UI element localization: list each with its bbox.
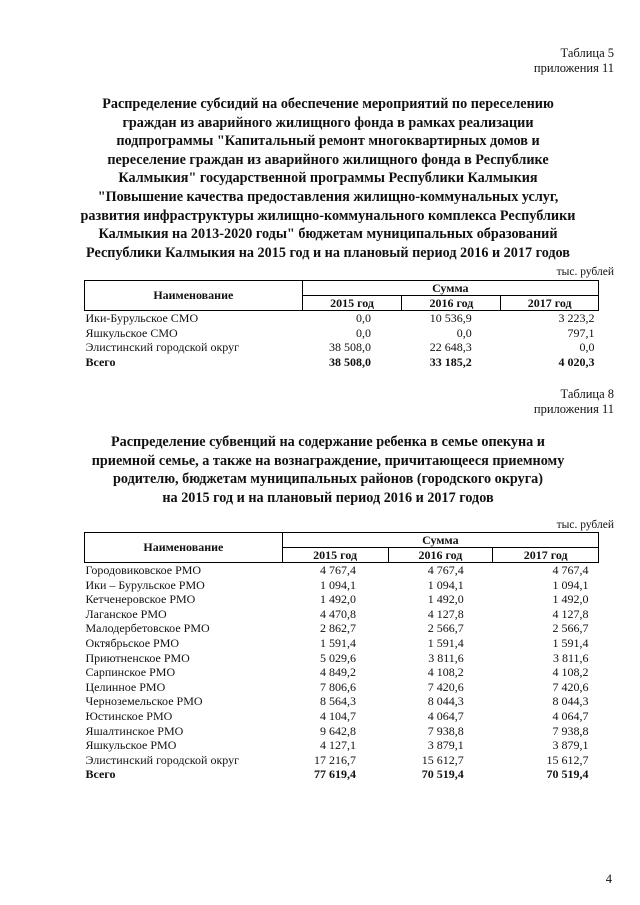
row-value-2015: 0,0 — [355, 325, 371, 340]
row-value-2016: 1 492,0 — [427, 592, 464, 607]
row-value-2016: 2 566,7 — [427, 621, 464, 636]
row-value-2017: 4 020,3 — [558, 354, 595, 369]
row-value-2015: 5 029,6 — [320, 650, 357, 665]
row-value-2015: 2 862,7 — [320, 621, 357, 636]
row-value-2016: 22 648,3 — [429, 340, 472, 355]
table5-header-sum: Сумма — [302, 281, 598, 296]
row-name: Городовиковское РМО — [85, 563, 202, 577]
table5-title — [60, 95, 596, 262]
table5-title-line: граждан из аварийного жилищного фонда в рамках реализации — [122, 114, 534, 131]
row-value-2015: 4 767,4 — [320, 563, 357, 577]
row-value-2015: 38 508,0 — [328, 340, 371, 355]
row-value-2015: 4 127,1 — [320, 738, 357, 753]
table8-header-sum: Сумма — [282, 533, 598, 548]
table-row — [85, 621, 599, 636]
table-row — [85, 592, 599, 607]
row-value-2015: 17 216,7 — [314, 752, 357, 767]
row-name: Ики-Бурульское СМО — [85, 311, 199, 325]
table8-header-year-2017: 2017 год — [493, 548, 599, 563]
row-value-2016: 70 519,4 — [421, 767, 464, 782]
table-row — [85, 311, 599, 326]
table-row — [85, 680, 599, 695]
row-name: Ики – Бурульское РМО — [85, 577, 205, 592]
table-row — [85, 709, 599, 724]
row-name: Приютненское РМО — [85, 650, 190, 665]
row-value-2015: 9 642,8 — [320, 723, 357, 738]
table5-title-line: Калмыкия" государственной программы Республики Калмыкия — [118, 170, 538, 187]
table-row — [85, 578, 599, 593]
table-row — [85, 738, 599, 753]
row-value-2017: 4 767,4 — [552, 563, 589, 577]
row-value-2016: 33 185,2 — [429, 354, 472, 369]
table-row — [85, 651, 599, 666]
row-value-2017: 1 492,0 — [552, 592, 589, 607]
row-value-2016: 7 938,8 — [427, 723, 464, 738]
table8-ref-line2: приложения 11 — [533, 402, 614, 416]
row-name: Яшкульское СМО — [85, 325, 178, 340]
row-value-2015: 0,0 — [355, 311, 371, 325]
table5-header-year-2016: 2016 год — [402, 296, 501, 311]
row-value-2017: 8 044,3 — [552, 694, 589, 709]
row-value-2015: 1 591,4 — [320, 635, 357, 650]
table5-header-year-2017: 2017 год — [501, 296, 599, 311]
row-value-2016: 4 108,2 — [427, 665, 464, 680]
table5-title-line: развития инфраструктуры жилищно-коммунального комплекса Республики — [80, 207, 576, 224]
table5-title-line: переселение граждан из аварийного жилищного фонда в Республике — [107, 151, 549, 168]
row-value-2017: 4 108,2 — [552, 665, 589, 680]
table8-title-line: Распределение субвенций на содержание ребенка в семье опекуна и — [111, 434, 545, 450]
table5-title-line: Калмыкия на 2013-2020 годы" бюджетам муниципальных образований — [98, 226, 558, 243]
table8 — [84, 532, 599, 782]
row-value-2016: 10 536,9 — [429, 311, 472, 325]
table8-title-line: приемной семье, а также на вознаграждение, причитающееся приемному — [91, 452, 565, 469]
table-row — [85, 724, 599, 739]
row-name: Всего — [85, 767, 116, 782]
row-name: Всего — [85, 354, 116, 369]
row-name: Целинное РМО — [85, 679, 166, 694]
row-name: Элистинский городской округ — [85, 340, 240, 355]
table5-unit: тыс. рублей — [556, 266, 614, 278]
row-value-2017: 1 591,4 — [552, 635, 589, 650]
table5-header-name: Наименование — [85, 281, 303, 311]
table5-ref-line2: приложения 11 — [533, 61, 614, 75]
row-value-2017: 3 223,2 — [558, 311, 595, 325]
table8-header-year-2016: 2016 год — [388, 548, 493, 563]
table5-header-year-2015: 2015 год — [302, 296, 402, 311]
row-value-2016: 1 591,4 — [427, 635, 464, 650]
row-value-2016: 4 127,8 — [427, 606, 464, 621]
table8-reference — [534, 387, 614, 417]
row-value-2016: 7 420,6 — [427, 679, 464, 694]
page-number: 4 — [605, 872, 612, 886]
row-value-2016: 0,0 — [456, 325, 472, 340]
row-value-2015: 38 508,0 — [328, 354, 371, 369]
table-row — [85, 665, 599, 680]
row-value-2016: 3 879,1 — [427, 738, 464, 753]
table5-title-line: Республики Калмыкия на 2015 год и на плановый период 2016 и 2017 годов — [86, 244, 570, 261]
table-row — [85, 326, 599, 341]
row-value-2017: 4 064,7 — [552, 708, 589, 723]
row-name: Малодербетовское РМО — [85, 621, 210, 636]
row-value-2015: 4 470,8 — [320, 606, 357, 621]
row-value-2017: 0,0 — [579, 340, 595, 355]
row-name: Элистинский городской округ — [85, 752, 240, 767]
row-value-2017: 15 612,7 — [546, 752, 589, 767]
row-name: Лаганское РМО — [85, 606, 167, 621]
table5-title-line: "Повышение качества предоставления жилищно-коммунальных услуг, — [97, 188, 559, 205]
row-value-2016: 3 811,6 — [428, 650, 464, 665]
row-value-2016: 1 094,1 — [427, 577, 464, 592]
row-value-2015: 8 564,3 — [320, 694, 357, 709]
table8-title — [60, 433, 596, 507]
row-value-2015: 1 094,1 — [320, 577, 357, 592]
row-name: Сарпинское РМО — [85, 665, 176, 680]
row-value-2017: 3 879,1 — [552, 738, 589, 753]
row-value-2017: 7 938,8 — [552, 723, 589, 738]
row-name: Яшкульское РМО — [85, 738, 177, 753]
row-value-2015: 77 619,4 — [314, 767, 357, 782]
row-value-2015: 4 104,7 — [320, 708, 357, 723]
row-value-2017: 1 094,1 — [552, 577, 589, 592]
table-row — [85, 340, 599, 355]
table5-title-line: Распределение субсидий на обеспечение мероприятий по переселению — [102, 96, 554, 112]
table-row — [85, 636, 599, 651]
table8-header-name: Наименование — [85, 533, 283, 563]
table-row — [85, 694, 599, 709]
table8-total-row — [85, 767, 599, 782]
table-row — [85, 607, 599, 622]
row-value-2016: 15 612,7 — [421, 752, 464, 767]
row-value-2017: 70 519,4 — [546, 767, 589, 782]
row-value-2017: 4 127,8 — [552, 606, 589, 621]
row-name: Кетченеровское РМО — [85, 592, 196, 607]
table5 — [84, 280, 599, 369]
row-value-2015: 4 849,2 — [320, 665, 357, 680]
row-value-2016: 8 044,3 — [427, 694, 464, 709]
row-name: Юстинское РМО — [85, 708, 173, 723]
row-value-2017: 797,1 — [567, 325, 595, 340]
row-name: Яшалтинское РМО — [85, 723, 184, 738]
table8-title-line: на 2015 год и на плановый период 2016 и 2017 годов — [162, 489, 494, 506]
table8-unit: тыс. рублей — [556, 519, 614, 531]
row-name: Октябрьское РМО — [85, 635, 180, 650]
table5-reference — [534, 46, 614, 76]
row-value-2017: 2 566,7 — [552, 621, 589, 636]
table5-title-line: подпрограммы "Капитальный ремонт многоквартирных домов и — [116, 133, 540, 150]
table8-header-year-2015: 2015 год — [282, 548, 388, 563]
row-value-2015: 7 806,6 — [320, 679, 357, 694]
row-value-2017: 7 420,6 — [552, 679, 589, 694]
row-value-2017: 3 811,6 — [552, 650, 589, 665]
table-row — [85, 753, 599, 768]
row-value-2016: 4 767,4 — [427, 563, 464, 577]
row-value-2015: 1 492,0 — [320, 592, 357, 607]
row-name: Черноземельское РМО — [85, 694, 203, 709]
row-value-2016: 4 064,7 — [427, 708, 464, 723]
table8-title-line: родителю, бюджетам муниципальных районов (городского округа) — [113, 471, 543, 488]
table8-ref-line1: Таблица 8 — [560, 387, 614, 401]
table5-ref-line1: Таблица 5 — [560, 46, 614, 60]
table-row — [85, 563, 599, 578]
table5-total-row — [85, 355, 599, 370]
